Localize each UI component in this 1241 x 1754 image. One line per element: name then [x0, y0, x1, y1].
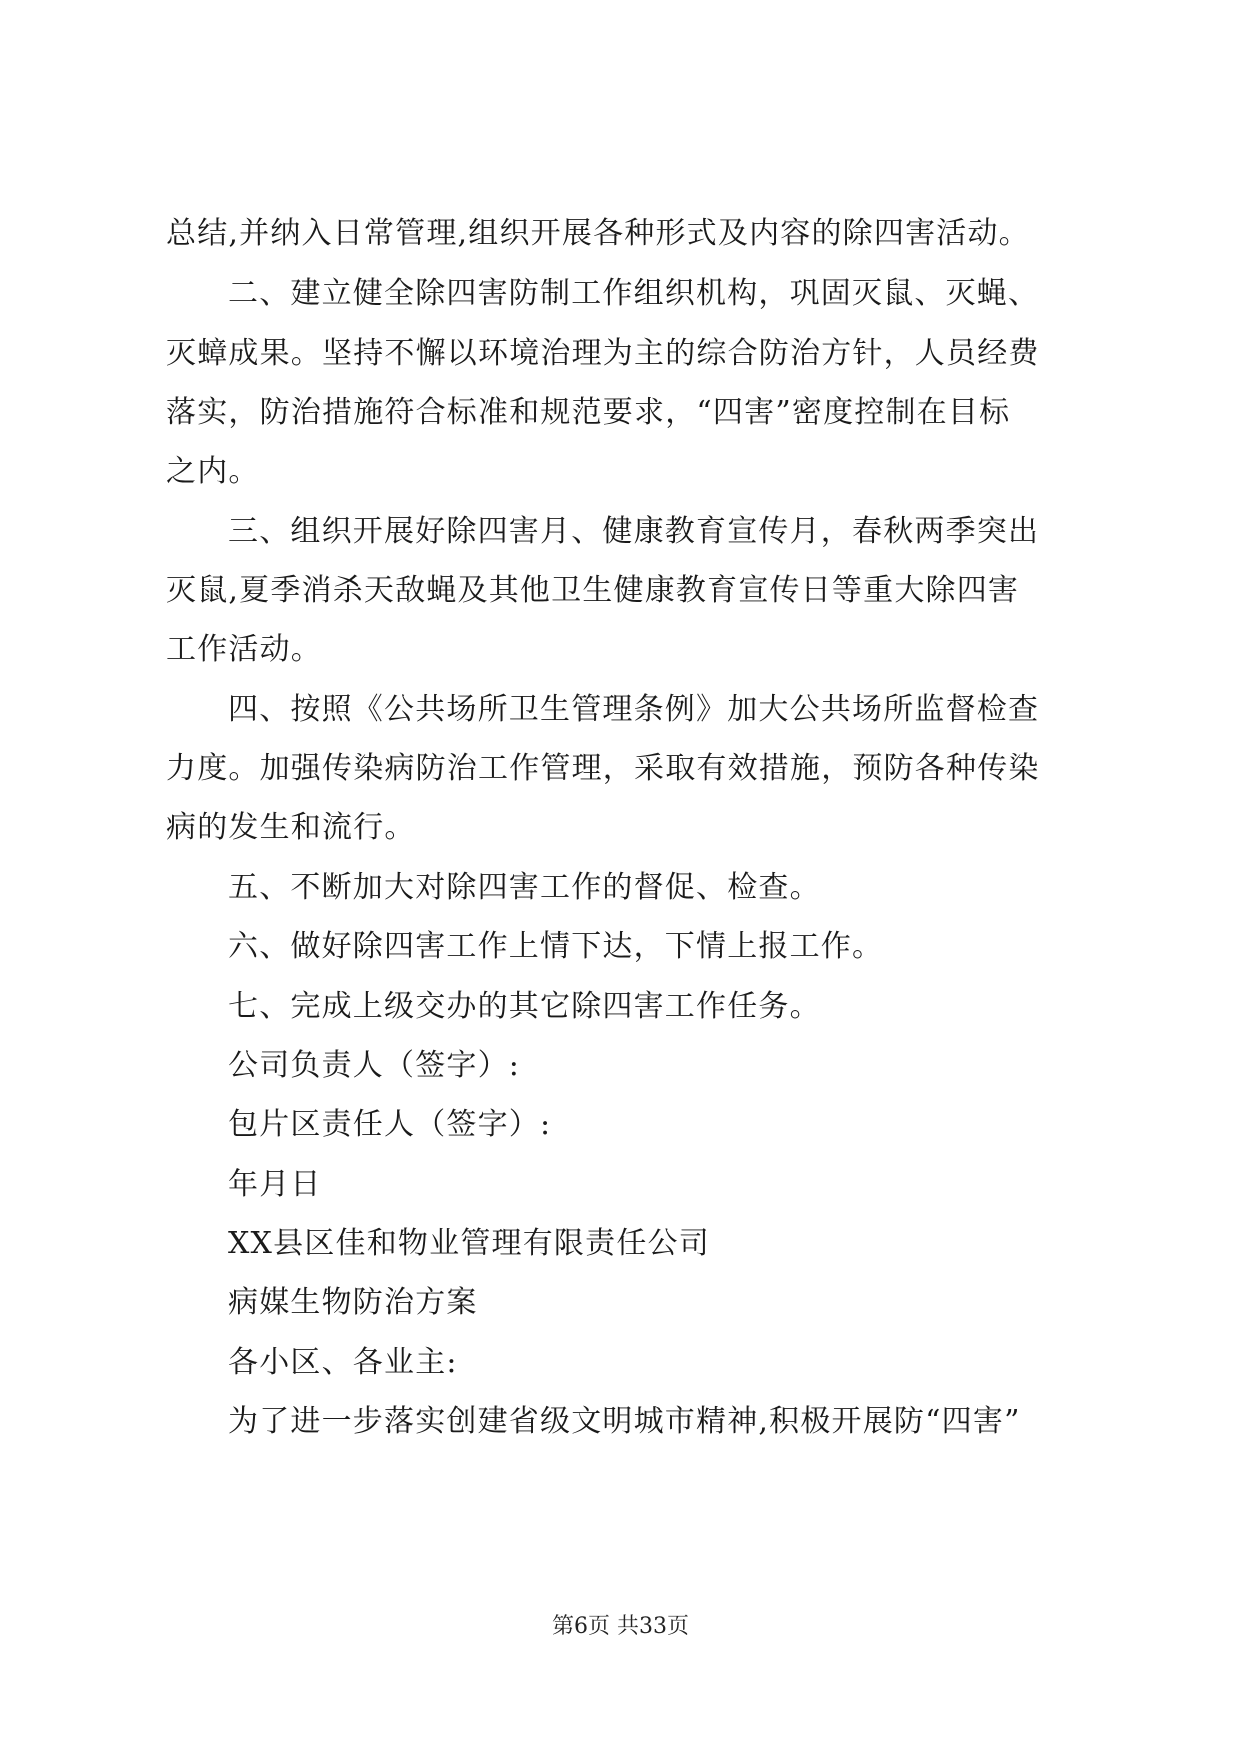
paragraph-line: 二、建立健全除四害防制工作组织机构，巩固灭鼠、灭蝇、 [228, 276, 1040, 311]
paragraph-line: 灭鼠,夏季消杀天敌蝇及其他卫生健康教育宣传日等重大除四害 [166, 573, 1020, 608]
salutation: 各小区、各业主: [228, 1345, 458, 1380]
paragraph-line: 力度。加强传染病防治工作管理，采取有效措施，预防各种传染 [166, 751, 1040, 786]
signature-line-company: 公司负责人（签字）: [228, 1048, 521, 1083]
paragraph-line: 五、不断加大对除四害工作的督促、检查。 [228, 870, 821, 905]
paragraph-line: 三、组织开展好除四害月、健康教育宣传月，春秋两季突出 [228, 514, 1040, 549]
paragraph-line: 七、完成上级交办的其它除四害工作任务。 [228, 989, 821, 1024]
paragraph-line: 总结,并纳入日常管理,组织开展各种形式及内容的除四害活动。 [166, 216, 1030, 251]
paragraph-line: 之内。 [166, 454, 260, 489]
paragraph-line: 工作活动。 [166, 632, 322, 667]
paragraph-line: 灭蟑成果。坚持不懈以环境治理为主的综合防治方针，人员经费 [166, 336, 1040, 371]
plan-title: 病媒生物防治方案 [228, 1285, 478, 1320]
paragraph-line: 病的发生和流行。 [166, 810, 416, 845]
page-footer: 第6页 共33页 [552, 1614, 689, 1639]
paragraph-line: 四、按照《公共场所卫生管理条例》加大公共场所监督检查 [228, 692, 1040, 727]
paragraph-line: 为了进一步落实创建省级文明城市精神,积极开展防“四害” [228, 1404, 1021, 1439]
paragraph-line: 六、做好除四害工作上情下达，下情上报工作。 [228, 929, 884, 964]
paragraph-line: 落实，防治措施符合标准和规范要求，“四害”密度控制在目标 [166, 395, 1011, 430]
signature-line-area: 包片区责任人（签字）: [228, 1107, 552, 1142]
company-name: XX县区佳和物业管理有限责任公司 [228, 1226, 710, 1261]
date-line: 年月日 [228, 1167, 322, 1202]
